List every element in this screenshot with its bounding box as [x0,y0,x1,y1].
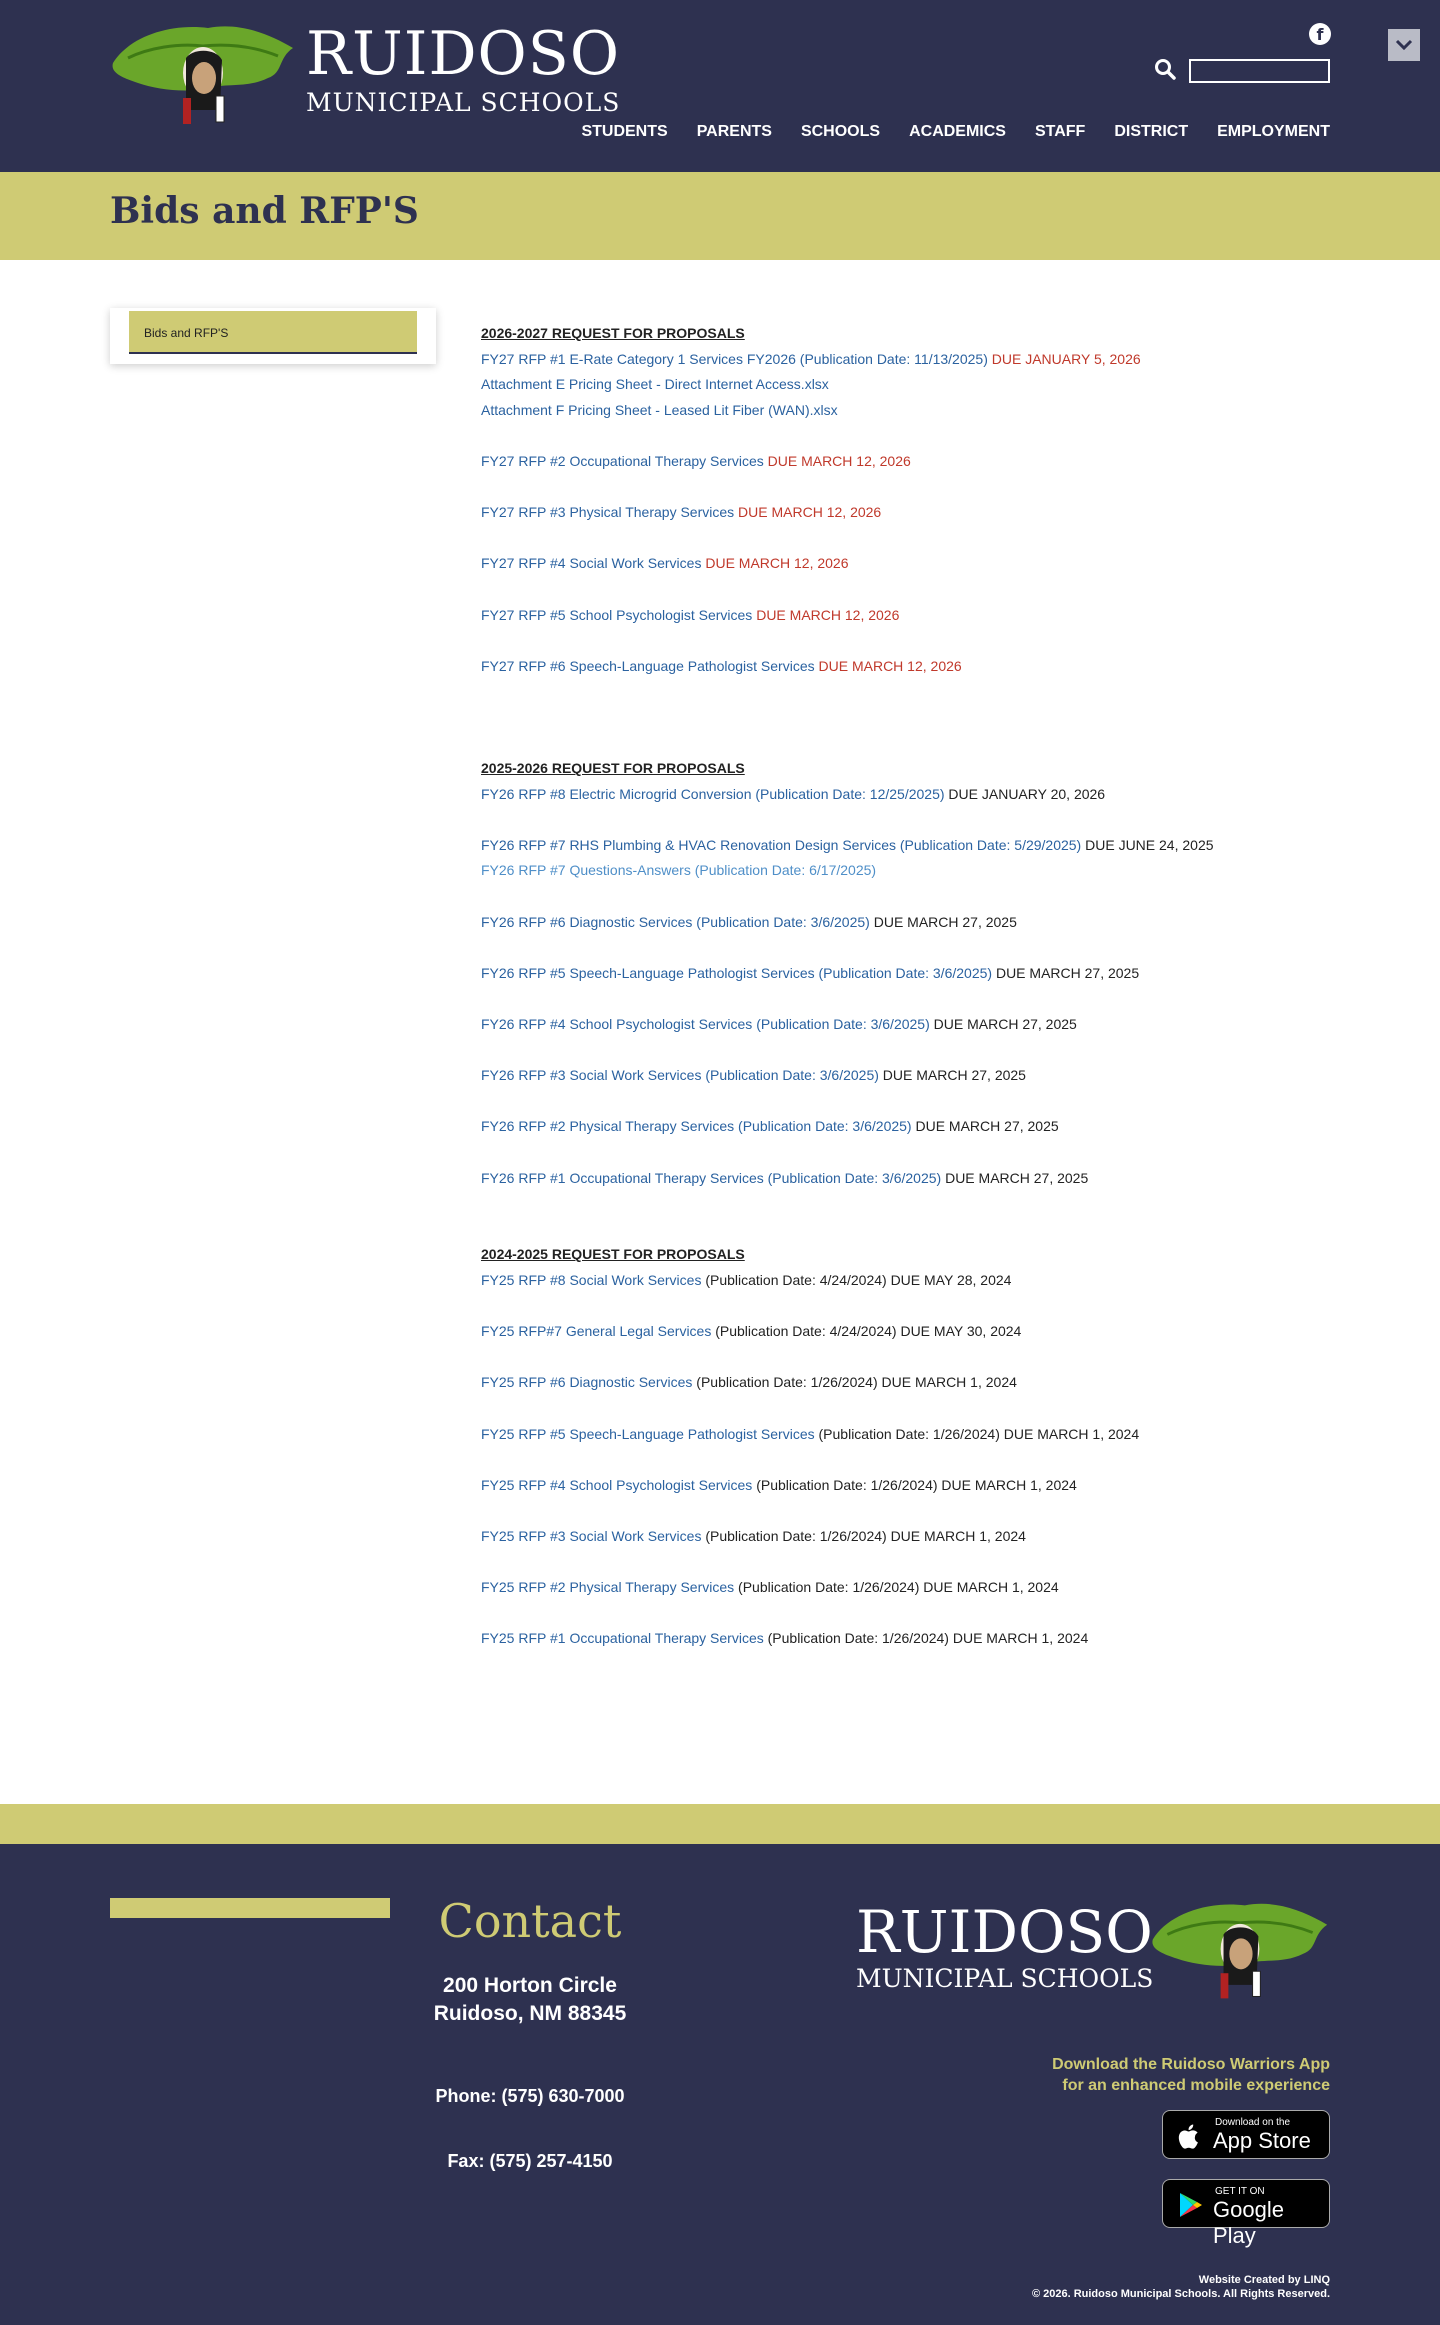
due-date: (Publication Date: 1/26/2024) DUE MARCH 1, 2024 [752,1476,1077,1493]
list-item [481,910,1381,936]
due-date: DUE MARCH 27, 2025 [929,1016,1077,1033]
list-item [481,1063,1381,1089]
due-date: (Publication Date: 1/26/2024) DUE MARCH 1, 2024 [814,1425,1140,1442]
list-item [481,654,1381,680]
page-title: Bids and RFP'S [110,190,419,232]
rfp-link[interactable]: FY25 RFP #5 Speech-Language Pathologist Services [481,1425,815,1442]
due-date: DUE MARCH 27, 2025 [869,913,1017,930]
attachment-link[interactable]: Attachment F Pricing Sheet - Leased Lit Fiber (WAN).xlsx [481,401,838,418]
search-icon[interactable] [1154,58,1176,80]
due-date: (Publication Date: 1/26/2024) DUE MARCH 1, 2024 [692,1374,1017,1391]
rfp-link[interactable]: FY26 RFP #3 Social Work Services (Publication Date: 3/6/2025) [481,1067,879,1084]
expand-toggle-button[interactable] [1388,29,1420,61]
due-date: (Publication Date: 1/26/2024) DUE MARCH 1, 2024 [701,1527,1026,1544]
rfp-link[interactable]: FY25 RFP #2 Physical Therapy Services [481,1579,735,1596]
warrior-logo[interactable] [108,18,298,128]
due-date: (Publication Date: 1/26/2024) DUE MARCH 1, 2024 [763,1630,1089,1647]
list-item [481,1166,1381,1192]
list-item [481,372,1381,398]
rfp-link[interactable]: FY27 RFP #1 E-Rate Category 1 Services FY2026 (Publication Date: 11/13/2025) [481,350,988,367]
app-store-label: App Store [1213,2128,1311,2153]
contact-title: Contact [438,1894,622,1948]
chevron-down-icon [1395,39,1413,51]
app-promo-line2: for an enhanced mobile experience [1062,2077,1330,2094]
site-footer [0,1844,1440,2325]
address [380,1972,680,2028]
due-date: DUE MARCH 27, 2025 [941,1169,1089,1186]
list-item [481,1268,1381,1294]
rfp-link[interactable]: FY26 RFP #2 Physical Therapy Services (Publication Date: 3/6/2025) [481,1118,912,1135]
list-item [481,1012,1381,1038]
due-date: (Publication Date: 1/26/2024) DUE MARCH 1, 2024 [734,1579,1059,1596]
footer-credits [1032,2273,1330,2301]
due-date: DUE MARCH 27, 2025 [878,1067,1026,1084]
google-play-button[interactable] [1162,2179,1330,2248]
due-date: DUE MARCH 27, 2025 [992,964,1140,981]
rfp-link[interactable]: FY27 RFP #5 School Psychologist Services [481,606,753,623]
nav-staff[interactable]: STAFF [1034,123,1086,140]
search-input[interactable] [1189,59,1330,83]
list-item [481,782,1381,808]
rfp-link[interactable]: FY26 RFP #1 Occupational Therapy Services (Publication Date: 3/6/2025) [481,1169,942,1186]
nav-students[interactable]: STUDENTS [581,123,668,140]
list-item [481,551,1381,577]
list-item [481,1524,1381,1550]
rfp-link[interactable]: FY27 RFP #6 Speech-Language Pathologist Services [481,657,815,674]
rfp-link[interactable]: FY27 RFP #4 Social Work Services [481,555,702,572]
rfp-link[interactable]: FY27 RFP #3 Physical Therapy Services [481,504,735,521]
list-item [481,603,1381,629]
due-date: DUE JANUARY 5, 2026 [987,350,1141,367]
due-date: DUE JUNE 24, 2025 [1081,836,1214,853]
app-store-small-label: Download on the [1215,2117,1291,2128]
footer-brand [856,1900,1153,1994]
section-title: 2026-2027 REQUEST FOR PROPOSALS [481,325,745,341]
nav-district[interactable]: DISTRICT [1114,123,1189,140]
list-item [481,1626,1381,1652]
fax-number: Fax: (575) 257-4150 [447,2151,613,2171]
rfp-link[interactable]: FY25 RFP #4 School Psychologist Services [481,1476,753,1493]
brand-subtitle: MUNICIPAL SCHOOLS [306,88,621,117]
rfp-link[interactable]: FY27 RFP #2 Occupational Therapy Services [481,452,764,469]
app-promo-line1: Download the Ruidoso Warriors App [1052,2056,1330,2073]
address-line1: 200 Horton Circle [443,1974,617,1997]
list-item [481,347,1381,373]
list-item [481,1575,1381,1601]
list-item [481,1370,1381,1396]
credit-linq[interactable]: Website Created by LINQ [1198,2274,1330,2286]
list-item [481,500,1381,526]
copyright: © 2026. Ruidoso Municipal Schools. All Rights Reserved. [1031,2288,1330,2300]
list-item [481,1422,1381,1448]
section-title: 2024-2025 REQUEST FOR PROPOSALS [481,1246,745,1263]
rfp-link[interactable]: FY25 RFP #1 Occupational Therapy Services [481,1630,764,1647]
due-date: DUE MARCH 12, 2026 [814,657,962,674]
rfp-link[interactable]: FY26 RFP #6 Diagnostic Services (Publication Date: 3/6/2025) [481,913,870,930]
due-date: (Publication Date: 4/24/2024) DUE MAY 30, 2024 [711,1323,1022,1340]
list-item [481,833,1381,859]
main-nav [552,123,1330,141]
phone-number[interactable]: Phone: (575) 630-7000 [435,2086,625,2106]
brand-title: RUIDOSO [306,19,621,89]
list-item [481,398,1381,424]
footer-brand-subtitle: MUNICIPAL SCHOOLS [856,1964,1154,1993]
rfp-link[interactable]: FY26 RFP #4 School Psychologist Services (Publication Date: 3/6/2025) [481,1016,930,1033]
app-store-button[interactable] [1162,2110,1330,2159]
site-header [0,0,1440,172]
nav-academics[interactable]: ACADEMICS [909,123,1006,140]
list-item [481,858,1381,884]
list-item [481,1319,1381,1345]
footer-warrior-logo [1148,1894,1332,2004]
rfp-link[interactable]: FY26 RFP #5 Speech-Language Pathologist Services (Publication Date: 3/6/2025) [481,964,993,981]
list-item [481,1114,1381,1140]
due-date: (Publication Date: 4/24/2024) DUE MAY 28, 2024 [701,1271,1012,1288]
address-line2: Ruidoso, NM 88345 [433,2002,627,2025]
list-item [481,961,1381,987]
section-title: 2025-2026 REQUEST FOR PROPOSALS [481,760,745,777]
facebook-icon[interactable]: f [1309,23,1331,45]
rfp-link[interactable]: FY26 RFP #7 RHS Plumbing & HVAC Renovation Design Services (Publication Date: 5/29/2025) [481,836,1082,853]
due-date: DUE MARCH 12, 2026 [701,555,849,572]
footer-brand-title: RUIDOSO [856,1898,1153,1966]
rfp-link[interactable]: FY25 RFP #6 Diagnostic Services [481,1374,693,1391]
main-content [481,321,1381,1652]
google-play-icon [1175,2190,1205,2220]
nav-parents[interactable]: PARENTS [696,123,772,140]
attachment-link[interactable]: Attachment E Pricing Sheet - Direct Internet Access.xlsx [481,376,829,393]
list-item [481,449,1381,475]
due-date: DUE JANUARY 20, 2026 [944,785,1106,802]
qa-link[interactable]: FY26 RFP #7 Questions-Answers (Publication Date: 6/17/2025) [481,862,877,879]
footer-accent-bar [110,1898,390,1918]
nav-schools[interactable]: SCHOOLS [800,123,881,140]
due-date: DUE MARCH 12, 2026 [734,504,882,521]
due-date: DUE MARCH 27, 2025 [911,1118,1059,1135]
site-brand[interactable] [306,20,620,118]
list-item [481,1473,1381,1499]
page-banner [0,172,1440,260]
sidebar [110,308,436,364]
due-date: DUE MARCH 12, 2026 [752,606,900,623]
due-date: DUE MARCH 12, 2026 [763,452,911,469]
google-play-label: Google Play [1213,2197,1284,2248]
rfp-link[interactable]: FY26 RFP #8 Electric Microgrid Conversion (Publication Date: 12/25/2025) [481,785,945,802]
app-promo [1052,2054,1330,2096]
rfp-link[interactable]: FY25 RFP #8 Social Work Services [481,1271,702,1288]
sidebar-item-bids[interactable]: Bids and RFP'S [129,311,417,354]
apple-icon [1175,2121,1205,2151]
google-play-small-label: GET IT ON [1215,2186,1265,2197]
rfp-link[interactable]: FY25 RFP#7 General Legal Services [481,1323,712,1340]
nav-employment[interactable]: EMPLOYMENT [1217,123,1330,140]
footer-band [0,1804,1440,1844]
rfp-link[interactable]: FY25 RFP #3 Social Work Services [481,1527,702,1544]
